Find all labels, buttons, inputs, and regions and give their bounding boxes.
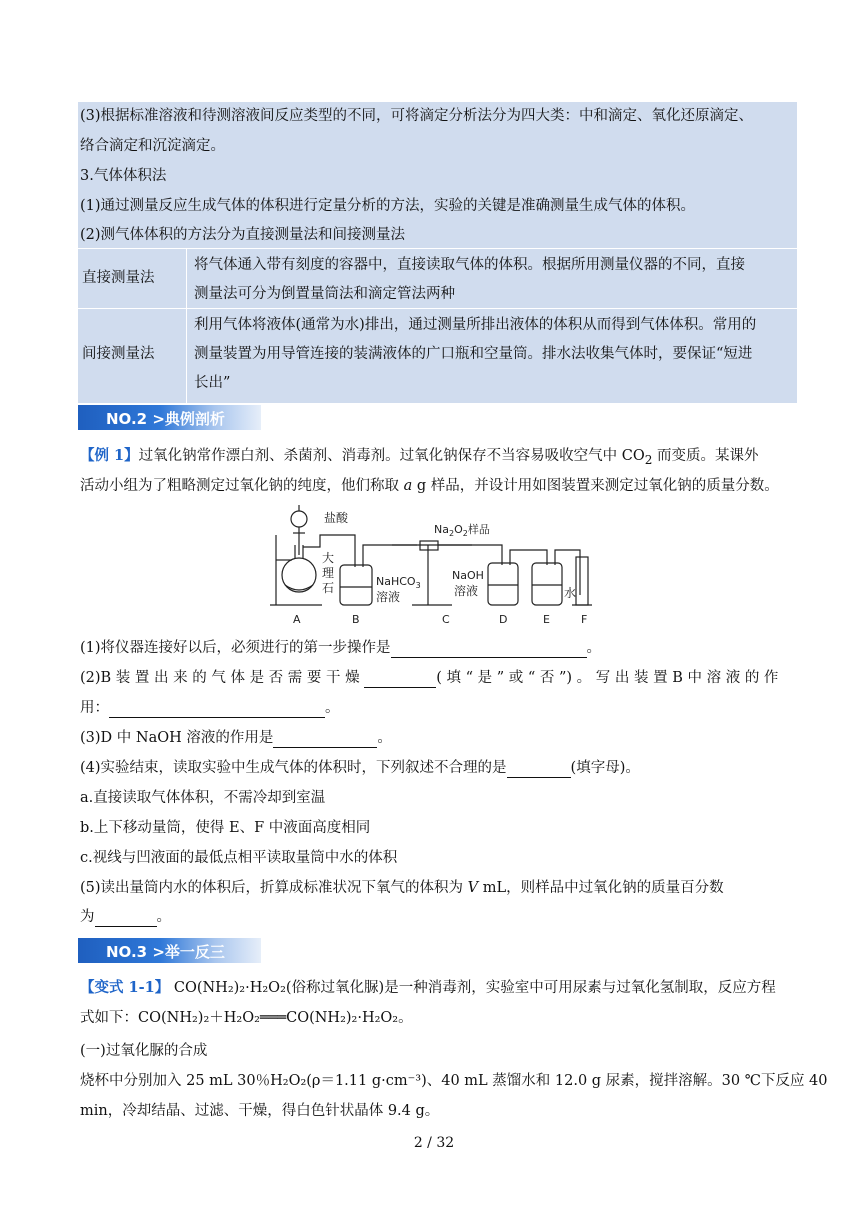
question-1: (1)将仪器连接好以后，必须进行的第一步操作是 。 <box>80 640 602 656</box>
label-solution-d: 溶液 <box>454 584 479 598</box>
table-cell-method-1: 直接测量法 <box>82 270 155 286</box>
variant-line-1: 【变式 1-1】 CO(NH₂)₂·H₂O₂(俗称过氧化脲)是一种消毒剂，实验室中可用尿素与过氧化氢制取，反应方程 <box>80 979 776 996</box>
table-cell-desc-2-line-3: 长出” <box>194 375 231 391</box>
banner-title: NO.3 >举一反三 <box>106 943 225 961</box>
variant-line-2: 式如下：CO(NH₂)₂＋H₂O₂═══CO(NH₂)₂·H₂O₂。 <box>80 1010 413 1026</box>
variant-line-5: min，冷却结晶、过滤、干燥，得白色针状晶体 9.4 g。 <box>80 1103 440 1119</box>
apparatus-diagram <box>262 505 602 630</box>
section-banner-practice <box>78 938 261 963</box>
label-c: C <box>442 613 450 626</box>
label-marble-3: 石 <box>322 581 335 595</box>
section-banner-examples <box>78 405 261 430</box>
table-cell-method-2: 间接测量法 <box>82 346 155 362</box>
label-na2o2: $Na_2O_2$样品 <box>434 523 490 538</box>
answer-blank-2[interactable] <box>364 671 436 688</box>
answer-blank-3[interactable] <box>109 701 325 718</box>
answer-blank-6[interactable] <box>95 910 157 927</box>
example-line-1: 【例 1】过氧化钠常作漂白剂、杀菌剂、消毒剂。过氧化钠保存不当容易吸收空气中 $CO_2$ 而变质。某课外 <box>80 447 759 467</box>
variant-tag: 【变式 1-1】 <box>80 979 170 996</box>
label-marble-2: 理 <box>322 566 335 580</box>
question-2: (2)B 装 置 出 来 的 气 体 是 否 需 要 干 燥 ( 填 “ 是 ” 或 “ 否 ”) 。 写 出 装 置 B 中 溶 液 的 作 <box>80 670 779 686</box>
variant-line-3: (一)过氧化脲的合成 <box>80 1043 208 1059</box>
label-nahco3: NaHCO$_3$ <box>376 575 421 590</box>
label-solution-b: 溶液 <box>376 590 401 604</box>
box-line-1: (3)根据标准溶液和待测溶液间反应类型的不同，可将滴定分析法分为四大类：中和滴定、氧化还原滴定、 <box>80 108 754 124</box>
label-a: A <box>293 613 301 626</box>
table-cell-desc-2-line-1: 利用气体将液体(通常为水)排出，通过测量所排出液体的体积从而得到气体体积。常用的 <box>194 317 757 333</box>
page-number: 2 / 32 <box>413 1135 455 1151</box>
answer-blank-1[interactable] <box>391 641 587 658</box>
variant-line-4: 烧杯中分别加入 25 mL 30％H₂O₂(ρ＝1.11 g·cm⁻³)、40 mL 蒸馏水和 12.0 g 尿素，搅拌溶解。30 ℃下反应 40 <box>80 1073 828 1089</box>
label-naoh: NaOH <box>452 569 484 582</box>
box-line-2: 络合滴定和沉淀滴定。 <box>80 138 225 154</box>
example-line-2: 活动小组为了粗略测定过氧化钠的纯度，他们称取 a g 样品，并设计用如图装置来测定过氧化钠的质量分数。 <box>80 478 779 494</box>
answer-blank-5[interactable] <box>507 761 571 778</box>
question-4: (4)实验结束，读取实验中生成气体的体积时，下列叙述不合理的是 (填字母)。 <box>80 760 640 776</box>
table-cell-desc-2-line-2: 测量装置为用导管连接的装满液体的广口瓶和空量筒。排水法收集气体时，要保证“短进 <box>194 346 753 362</box>
box-line-3: 3.气体体积法 <box>80 168 167 184</box>
label-hcl: 盐酸 <box>324 511 349 525</box>
question-5-cont: 为 。 <box>80 909 171 925</box>
option-b: b.上下移动量筒，使得 E、F 中液面高度相同 <box>80 820 371 836</box>
label-d: D <box>499 613 508 626</box>
table-cell-desc-1-line-1: 将气体通入带有刻度的容器中，直接读取气体的体积。根据所用测量仪器的不同，直接 <box>194 257 745 273</box>
box-line-4: (1)通过测量反应生成气体的体积进行定量分析的方法，实验的关键是准确测量生成气体的体积。 <box>80 198 696 214</box>
answer-blank-4[interactable] <box>273 731 377 748</box>
label-e: E <box>543 613 550 626</box>
label-b: B <box>352 613 360 626</box>
option-a: a.直接读取气体体积，不需冷却到室温 <box>80 790 326 806</box>
option-c: c.视线与凹液面的最低点相平读取量筒中水的体积 <box>80 850 398 866</box>
question-5: (5)读出量筒内水的体积后，折算成标准状况下氧气的体积为 V mL，则样品中过氧化钠的质量百分数 <box>80 880 724 896</box>
question-2-cont: 用： 。 <box>80 700 340 716</box>
question-3: (3)D 中 NaOH 溶液的作用是 。 <box>80 730 392 746</box>
label-f: F <box>581 613 588 626</box>
label-marble-1: 大 <box>322 551 335 565</box>
label-water: 水 <box>564 586 577 600</box>
table-cell-desc-1-line-2: 测量法可分为倒置量筒法和滴定管法两种 <box>194 286 455 302</box>
table-column-divider <box>186 248 187 403</box>
banner-title: NO.2 >典例剖析 <box>106 410 225 428</box>
example-tag: 【例 1】 <box>80 447 139 464</box>
box-line-5: (2)测气体体积的方法分为直接测量法和间接测量法 <box>80 227 406 243</box>
